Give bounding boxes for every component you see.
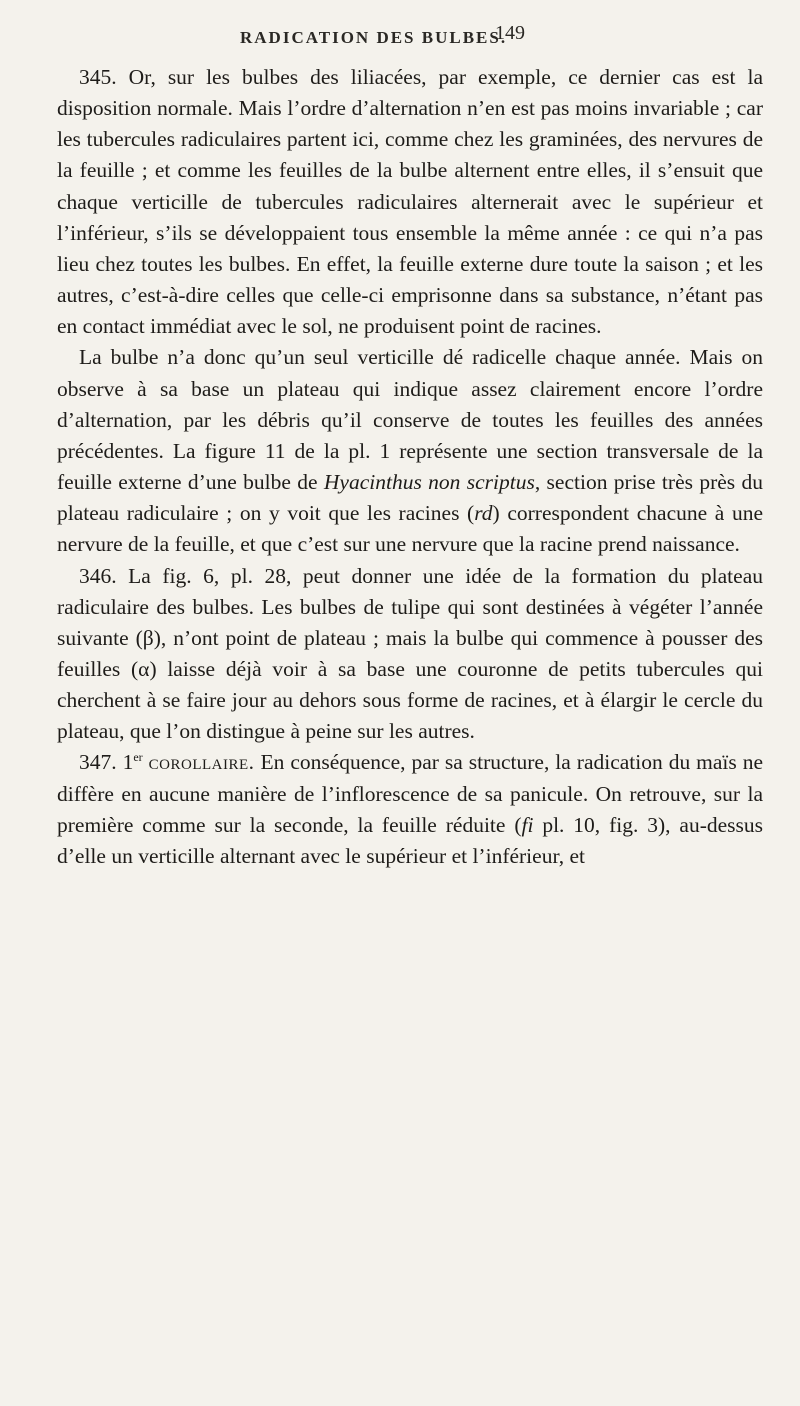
text-run: La bulbe n’a donc qu’un seul verticille dé radicelle chaque année. Mais on observe à sa base un plateau qui indique assez clairement encore l’ordre d’alternation, par les débris qu’il conserve de toutes les feuilles des années précédentes. La figure 11 de la pl. 1 représente une section transversale de la feuille externe d’une bulbe de xyxy=(57,345,763,495)
species-name: Hyacinthus non scriptus xyxy=(323,470,535,495)
text-run: , section prise très près du plateau radiculaire ; on y voit que les racines ( xyxy=(57,470,763,526)
text-run: ) correspondent chacune à une nervure de la feuille, et que c’est sur une nervure que la racine prend naissance. xyxy=(57,501,763,557)
text-run: En conséquence, par sa structure, la radication du maïs ne diffère en aucune manière de l’inflorescence de sa panicule. On retrouve, sur la première comme sur la seconde, la feuille réduite ( xyxy=(57,750,764,837)
section-label: corollaire. xyxy=(148,750,255,775)
paragraph-346: 346. La fig. 6, pl. 28, peut donner une idée de la formation du plateau radiculaire des bulbes. Les bulbes de tulipe qui sont destinées à végéter l’année suivante (β), n’ont point de plateau ; mais la bulbe qui commence à pousser des feuilles (α) laisse déjà voir à sa base une couronne de petits tubercules qui cherchent à se faire jour au dehors sous forme de racines, et à élargir le cercle du plateau, que l’on distingue à peine sur les autres. xyxy=(57,563,763,744)
page-number: 149 xyxy=(495,22,525,44)
figure-label: fi xyxy=(521,812,534,837)
body-text xyxy=(57,62,763,872)
text-run: pl. 10, fig. 3), au-dessus d’elle un verticille alternant avec le supérieur et l’inférieur, et xyxy=(57,812,763,868)
paragraph-345-continued xyxy=(57,342,763,560)
page-header xyxy=(0,22,800,52)
ordinal-superscript: er xyxy=(133,750,143,765)
paragraph-number: 347. 1 xyxy=(79,750,134,775)
running-head: RADICATION DES BULBES. xyxy=(240,28,508,47)
figure-label: rd xyxy=(474,501,493,526)
paragraph-347 xyxy=(57,747,763,872)
paragraph-345: 345. Or, sur les bulbes des liliacées, par exemple, ce dernier cas est la disposition normale. Mais l’ordre d’alternation n’en est pas moins invariable ; car les tubercules radiculaires partent ici, comme chez les graminées, des nervures de la feuille ; et comme les feuilles de la bulbe alternent entre elles, il s’ensuit que chaque verticille de tubercules radiculaires alternerait avec le supérieur et l’inférieur, s’ils se développaient tous ensemble la même année : ce qui n’a pas lieu chez toutes les bulbes. En effet, la feuille externe dure toute la saison ; et les autres, c’est-à-dire celles que celle-ci emprisonne dans sa substance, n’étant pas en contact immédiat avec le sol, ne produisent point de racines. xyxy=(57,65,763,339)
